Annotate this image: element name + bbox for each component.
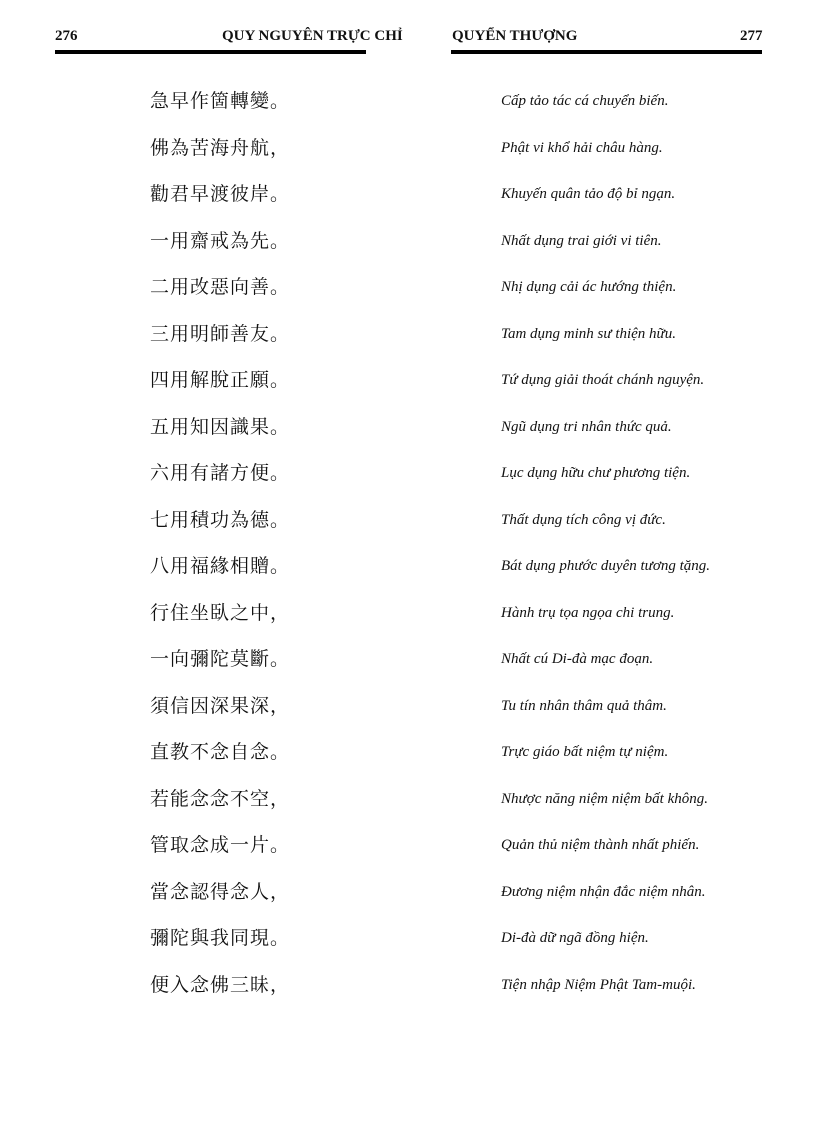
chinese-verse-line: 管取念成一片。	[150, 834, 291, 856]
chinese-verse-line: 一用齋戒為先。	[150, 229, 291, 252]
chinese-verse-line: 便入念佛三昧，	[150, 973, 291, 996]
chinese-verse-line: 直教不念自念。	[150, 741, 291, 763]
chinese-verse-line: 一向彌陀莫斷。	[150, 648, 291, 670]
vietnamese-verse-line: Nhất cú Di-đà mạc đoạn.	[501, 651, 654, 667]
vietnamese-verse-line: Bát dụng phước duyên tương tặng.	[501, 558, 711, 574]
chinese-verse-line: 五用知因識果。	[150, 415, 291, 438]
chinese-verse-line: 佛為苦海舟航，	[150, 136, 291, 159]
right-page-number: 277	[740, 28, 763, 44]
vietnamese-verse-line: Trực giáo bất niệm tự niệm.	[501, 744, 669, 760]
vietnamese-transliteration-column	[501, 86, 710, 1016]
vietnamese-verse-line: Đương niệm nhận đắc niệm nhân.	[501, 883, 706, 900]
vietnamese-verse-line: Tứ dụng giải thoát chánh nguyện.	[501, 372, 705, 388]
chinese-verse-line: 行住坐臥之中，	[150, 601, 291, 624]
chinese-verse-line: 彌陀與我同現。	[150, 927, 291, 949]
vietnamese-verse-line: Tam dụng minh sư thiện hữu.	[501, 325, 676, 342]
vietnamese-verse-line: Quản thủ niệm thành nhất phiến.	[501, 837, 700, 853]
chinese-verse-line: 六用有諸方便。	[150, 462, 291, 484]
chinese-verse-line: 八用福緣相贈。	[150, 555, 291, 577]
vietnamese-verse-line: Nhị dụng cải ác hướng thiện.	[501, 279, 677, 295]
left-running-title: QUY NGUYÊN TRỰC CHỈ	[222, 28, 403, 44]
left-page-number: 276	[55, 28, 78, 44]
vietnamese-verse-line: Lục dụng hữu chư phương tiện.	[501, 465, 691, 481]
chinese-verse-line: 七用積功為德。	[150, 508, 291, 531]
chinese-verse-line: 三用明師善友。	[150, 322, 291, 345]
right-header-rule	[451, 50, 762, 54]
vietnamese-verse-line: Phật vi khổ hải châu hàng.	[501, 139, 663, 156]
chinese-verse-line: 急早作箇轉變。	[150, 90, 291, 112]
chinese-verse-line: 當念認得念人，	[150, 880, 291, 903]
chinese-verse-line: 二用改惡向善。	[150, 276, 291, 298]
vietnamese-verse-line: Tu tín nhân thâm quả thâm.	[501, 697, 667, 714]
vietnamese-verse-line: Nhược năng niệm niệm bất không.	[501, 790, 708, 807]
chinese-verse-line: 須信因深果深，	[150, 694, 291, 717]
chinese-verse-line: 四用解脫正願。	[150, 369, 291, 391]
right-running-title: QUYỂN THƯỢNG	[452, 28, 578, 44]
vietnamese-verse-line: Cấp tảo tác cá chuyển biến.	[501, 93, 669, 109]
vietnamese-verse-line: Thất dụng tích công vị đức.	[501, 511, 666, 528]
chinese-verse-column	[150, 86, 290, 1016]
left-header-rule	[55, 50, 366, 54]
chinese-verse-line: 勸君早渡彼岸。	[150, 183, 291, 205]
vietnamese-verse-line: Di-đà dữ ngã đồng hiện.	[501, 930, 649, 946]
vietnamese-verse-line: Tiện nhập Niệm Phật Tam-muội.	[501, 976, 696, 993]
chinese-verse-line: 若能念念不空，	[150, 787, 291, 810]
vietnamese-verse-line: Khuyến quân tảo độ bỉ ngạn.	[501, 186, 676, 202]
vietnamese-verse-line: Ngũ dụng tri nhân thức quả.	[501, 418, 672, 435]
vietnamese-verse-line: Nhất dụng trai giới vi tiên.	[501, 232, 662, 249]
vietnamese-verse-line: Hành trụ tọa ngọa chi trung.	[501, 604, 675, 621]
